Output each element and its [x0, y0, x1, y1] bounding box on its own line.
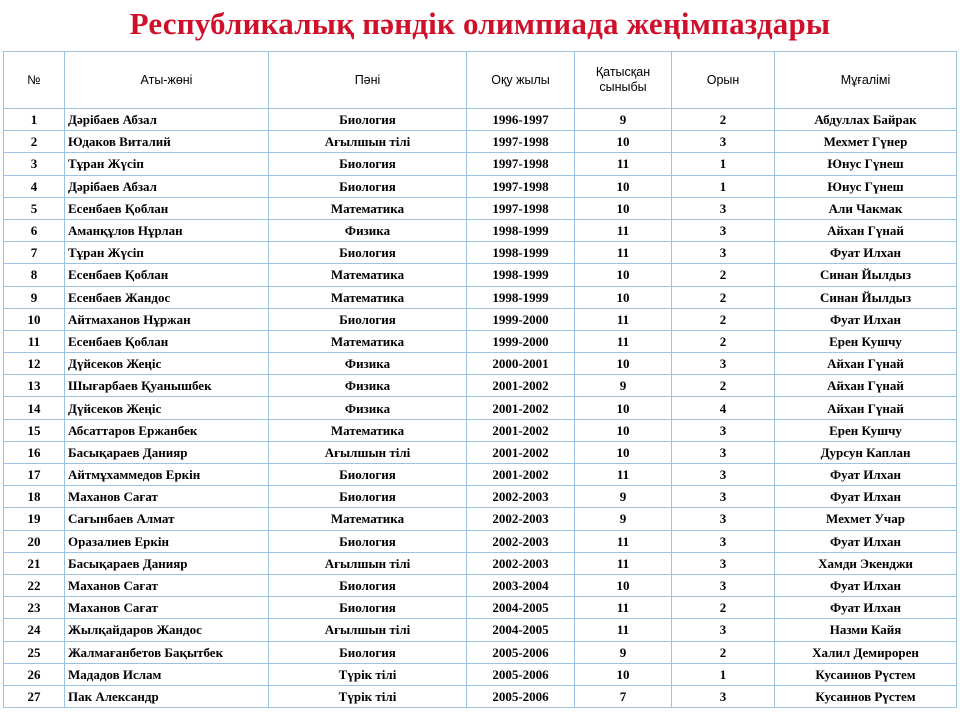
cell-number: 13 — [4, 375, 65, 397]
column-header-subject: Пәні — [269, 52, 467, 109]
cell-grade: 7 — [575, 685, 672, 707]
column-header-grade: Қатысқан сыныбы — [575, 52, 672, 109]
table-row — [4, 109, 957, 131]
cell-name: Дүйсеков Жеңіс — [65, 397, 269, 419]
table-row — [4, 219, 957, 241]
cell-place: 2 — [672, 375, 775, 397]
cell-grade: 11 — [575, 242, 672, 264]
cell-teacher: Назми Кайя — [775, 619, 957, 641]
column-header-year: Оқу жылы — [467, 52, 575, 109]
cell-place: 3 — [672, 197, 775, 219]
cell-teacher: Айхан Гүнай — [775, 219, 957, 241]
cell-place: 1 — [672, 175, 775, 197]
table-row — [4, 464, 957, 486]
cell-grade: 11 — [575, 597, 672, 619]
cell-place: 1 — [672, 663, 775, 685]
cell-name: Маханов Сағат — [65, 597, 269, 619]
cell-number: 16 — [4, 441, 65, 463]
cell-grade: 10 — [575, 175, 672, 197]
cell-name: Аманқұлов Нұрлан — [65, 219, 269, 241]
cell-grade: 10 — [575, 353, 672, 375]
cell-place: 3 — [672, 464, 775, 486]
cell-subject: Математика — [269, 330, 467, 352]
cell-name: Басықараев Данияр — [65, 441, 269, 463]
cell-subject: Биология — [269, 109, 467, 131]
cell-teacher: Фуат Илхан — [775, 242, 957, 264]
cell-subject: Биология — [269, 308, 467, 330]
cell-number: 18 — [4, 486, 65, 508]
cell-teacher: Фуат Илхан — [775, 486, 957, 508]
cell-teacher: Фуат Илхан — [775, 464, 957, 486]
cell-year: 1999-2000 — [467, 308, 575, 330]
cell-year: 1997-1998 — [467, 153, 575, 175]
cell-subject: Биология — [269, 597, 467, 619]
cell-subject: Физика — [269, 219, 467, 241]
table-body — [4, 109, 957, 708]
cell-teacher: Фуат Илхан — [775, 308, 957, 330]
cell-grade: 10 — [575, 286, 672, 308]
cell-name: Тұран Жүсіп — [65, 242, 269, 264]
cell-subject: Биология — [269, 153, 467, 175]
cell-name: Басықараев Данияр — [65, 552, 269, 574]
cell-teacher: Фуат Илхан — [775, 597, 957, 619]
cell-number: 19 — [4, 508, 65, 530]
cell-place: 3 — [672, 552, 775, 574]
cell-subject: Физика — [269, 353, 467, 375]
cell-grade: 11 — [575, 552, 672, 574]
cell-name: Абсаттаров Ержанбек — [65, 419, 269, 441]
cell-name: Есенбаев Қоблан — [65, 197, 269, 219]
cell-teacher: Фуат Илхан — [775, 530, 957, 552]
table-row — [4, 663, 957, 685]
cell-number: 23 — [4, 597, 65, 619]
cell-grade: 10 — [575, 663, 672, 685]
table-row — [4, 197, 957, 219]
cell-name: Юдаков Виталий — [65, 131, 269, 153]
cell-grade: 11 — [575, 530, 672, 552]
column-header-place: Орын — [672, 52, 775, 109]
table-row — [4, 530, 957, 552]
cell-place: 3 — [672, 219, 775, 241]
cell-subject: Ағылшын тілі — [269, 619, 467, 641]
cell-place: 3 — [672, 486, 775, 508]
cell-year: 2000-2001 — [467, 353, 575, 375]
cell-name: Айтмаханов Нұржан — [65, 308, 269, 330]
cell-number: 4 — [4, 175, 65, 197]
cell-year: 2002-2003 — [467, 530, 575, 552]
column-header-name: Аты-жөні — [65, 52, 269, 109]
cell-year: 1996-1997 — [467, 109, 575, 131]
cell-number: 8 — [4, 264, 65, 286]
cell-year: 1999-2000 — [467, 330, 575, 352]
cell-teacher: Айхан Гүнай — [775, 397, 957, 419]
cell-place: 3 — [672, 574, 775, 596]
cell-name: Шығарбаев Қуанышбек — [65, 375, 269, 397]
table-row — [4, 153, 957, 175]
cell-name: Есенбаев Қоблан — [65, 264, 269, 286]
cell-place: 4 — [672, 397, 775, 419]
cell-name: Оразалиев Еркін — [65, 530, 269, 552]
cell-teacher: Хамди Экенджи — [775, 552, 957, 574]
cell-number: 10 — [4, 308, 65, 330]
cell-year: 1998-1999 — [467, 242, 575, 264]
cell-number: 14 — [4, 397, 65, 419]
cell-place: 3 — [672, 685, 775, 707]
table-row — [4, 308, 957, 330]
cell-number: 5 — [4, 197, 65, 219]
cell-teacher: Мехмет Учар — [775, 508, 957, 530]
cell-subject: Түрік тілі — [269, 663, 467, 685]
table-row — [4, 574, 957, 596]
cell-teacher: Абдуллах Байрак — [775, 109, 957, 131]
cell-number: 6 — [4, 219, 65, 241]
cell-year: 1997-1998 — [467, 197, 575, 219]
cell-number: 27 — [4, 685, 65, 707]
cell-grade: 10 — [575, 419, 672, 441]
cell-number: 22 — [4, 574, 65, 596]
table-row — [4, 131, 957, 153]
cell-number: 2 — [4, 131, 65, 153]
cell-place: 2 — [672, 597, 775, 619]
cell-number: 20 — [4, 530, 65, 552]
cell-teacher: Халил Демирорен — [775, 641, 957, 663]
cell-place: 3 — [672, 419, 775, 441]
cell-place: 3 — [672, 508, 775, 530]
cell-year: 1998-1999 — [467, 286, 575, 308]
cell-number: 24 — [4, 619, 65, 641]
cell-year: 1997-1998 — [467, 175, 575, 197]
table-row — [4, 641, 957, 663]
cell-year: 2002-2003 — [467, 486, 575, 508]
cell-name: Маханов Сағат — [65, 574, 269, 596]
table-row — [4, 353, 957, 375]
cell-name: Мададов Ислам — [65, 663, 269, 685]
column-header-number: № — [4, 52, 65, 109]
cell-grade: 9 — [575, 486, 672, 508]
cell-teacher: Юнус Гүнеш — [775, 153, 957, 175]
cell-name: Есенбаев Жандос — [65, 286, 269, 308]
cell-teacher: Синан Йылдыз — [775, 264, 957, 286]
header-row — [4, 52, 957, 109]
cell-place: 3 — [672, 619, 775, 641]
cell-subject: Ағылшын тілі — [269, 441, 467, 463]
cell-grade: 11 — [575, 330, 672, 352]
cell-subject: Биология — [269, 574, 467, 596]
cell-year: 2001-2002 — [467, 464, 575, 486]
table-row — [4, 619, 957, 641]
table-row — [4, 397, 957, 419]
table-row — [4, 375, 957, 397]
table-row — [4, 552, 957, 574]
cell-year: 2005-2006 — [467, 641, 575, 663]
winners-table — [3, 51, 957, 708]
cell-year: 2002-2003 — [467, 508, 575, 530]
cell-year: 2003-2004 — [467, 574, 575, 596]
cell-grade: 10 — [575, 441, 672, 463]
table-row — [4, 441, 957, 463]
cell-number: 1 — [4, 109, 65, 131]
cell-subject: Түрік тілі — [269, 685, 467, 707]
table-row — [4, 242, 957, 264]
cell-name: Пак Александр — [65, 685, 269, 707]
cell-teacher: Мехмет Гүнер — [775, 131, 957, 153]
cell-place: 3 — [672, 530, 775, 552]
cell-grade: 11 — [575, 308, 672, 330]
cell-teacher: Фуат Илхан — [775, 574, 957, 596]
table-row — [4, 175, 957, 197]
cell-place: 3 — [672, 131, 775, 153]
table-row — [4, 486, 957, 508]
cell-place: 3 — [672, 353, 775, 375]
cell-name: Жылқайдаров Жандос — [65, 619, 269, 641]
cell-subject: Ағылшын тілі — [269, 552, 467, 574]
cell-number: 15 — [4, 419, 65, 441]
cell-name: Дәрібаев Абзал — [65, 175, 269, 197]
cell-teacher: Айхан Гүнай — [775, 375, 957, 397]
cell-subject: Математика — [269, 197, 467, 219]
cell-subject: Физика — [269, 375, 467, 397]
cell-subject: Биология — [269, 486, 467, 508]
cell-grade: 11 — [575, 219, 672, 241]
table-row — [4, 330, 957, 352]
table-row — [4, 597, 957, 619]
cell-name: Сағынбаев Алмат — [65, 508, 269, 530]
cell-number: 9 — [4, 286, 65, 308]
cell-year: 2005-2006 — [467, 685, 575, 707]
page-title: Республикалық пәндік олимпиада жеңімпаздары — [129, 6, 831, 41]
cell-number: 7 — [4, 242, 65, 264]
cell-number: 26 — [4, 663, 65, 685]
table-row — [4, 419, 957, 441]
cell-place: 2 — [672, 641, 775, 663]
cell-grade: 10 — [575, 264, 672, 286]
cell-number: 21 — [4, 552, 65, 574]
cell-subject: Биология — [269, 242, 467, 264]
cell-teacher: Айхан Гүнай — [775, 353, 957, 375]
cell-year: 1998-1999 — [467, 264, 575, 286]
cell-name: Тұран Жүсіп — [65, 153, 269, 175]
cell-subject: Математика — [269, 286, 467, 308]
table-row — [4, 685, 957, 707]
cell-grade: 9 — [575, 375, 672, 397]
cell-place: 2 — [672, 264, 775, 286]
cell-subject: Биология — [269, 530, 467, 552]
cell-subject: Математика — [269, 419, 467, 441]
cell-name: Жалмағанбетов Бақытбек — [65, 641, 269, 663]
cell-grade: 11 — [575, 153, 672, 175]
cell-year: 2004-2005 — [467, 597, 575, 619]
cell-place: 3 — [672, 441, 775, 463]
cell-teacher: Дурсун Каплан — [775, 441, 957, 463]
cell-grade: 10 — [575, 131, 672, 153]
cell-subject: Биология — [269, 641, 467, 663]
cell-grade: 9 — [575, 508, 672, 530]
table-row — [4, 508, 957, 530]
cell-number: 25 — [4, 641, 65, 663]
cell-place: 3 — [672, 242, 775, 264]
column-header-teacher: Мұғалімі — [775, 52, 957, 109]
cell-subject: Биология — [269, 175, 467, 197]
cell-grade: 10 — [575, 197, 672, 219]
cell-year: 2004-2005 — [467, 619, 575, 641]
cell-name: Есенбаев Қоблан — [65, 330, 269, 352]
cell-teacher: Кусаинов Рүстем — [775, 663, 957, 685]
cell-number: 12 — [4, 353, 65, 375]
cell-subject: Биология — [269, 464, 467, 486]
cell-year: 2002-2003 — [467, 552, 575, 574]
cell-teacher: Юнус Гүнеш — [775, 175, 957, 197]
cell-place: 2 — [672, 286, 775, 308]
cell-grade: 11 — [575, 619, 672, 641]
cell-grade: 9 — [575, 109, 672, 131]
cell-name: Дүйсеков Жеңіс — [65, 353, 269, 375]
cell-grade: 10 — [575, 574, 672, 596]
cell-subject: Математика — [269, 264, 467, 286]
cell-year: 2001-2002 — [467, 397, 575, 419]
cell-grade: 9 — [575, 641, 672, 663]
table-row — [4, 286, 957, 308]
cell-year: 1997-1998 — [467, 131, 575, 153]
cell-subject: Физика — [269, 397, 467, 419]
cell-grade: 11 — [575, 464, 672, 486]
cell-grade: 10 — [575, 397, 672, 419]
cell-name: Дәрібаев Абзал — [65, 109, 269, 131]
cell-place: 2 — [672, 308, 775, 330]
cell-subject: Ағылшын тілі — [269, 131, 467, 153]
cell-year: 2001-2002 — [467, 441, 575, 463]
cell-year: 2001-2002 — [467, 375, 575, 397]
cell-place: 2 — [672, 330, 775, 352]
cell-year: 2001-2002 — [467, 419, 575, 441]
cell-subject: Математика — [269, 508, 467, 530]
cell-teacher: Ерен Кушчу — [775, 330, 957, 352]
cell-year: 2005-2006 — [467, 663, 575, 685]
cell-place: 2 — [672, 109, 775, 131]
cell-number: 11 — [4, 330, 65, 352]
cell-name: Айтмұхаммедов Еркін — [65, 464, 269, 486]
table-row — [4, 264, 957, 286]
cell-teacher: Кусаинов Рүстем — [775, 685, 957, 707]
cell-teacher: Али Чакмак — [775, 197, 957, 219]
cell-teacher: Ерен Кушчу — [775, 419, 957, 441]
cell-teacher: Синан Йылдыз — [775, 286, 957, 308]
cell-number: 3 — [4, 153, 65, 175]
cell-number: 17 — [4, 464, 65, 486]
cell-place: 1 — [672, 153, 775, 175]
cell-name: Маханов Сағат — [65, 486, 269, 508]
cell-year: 1998-1999 — [467, 219, 575, 241]
